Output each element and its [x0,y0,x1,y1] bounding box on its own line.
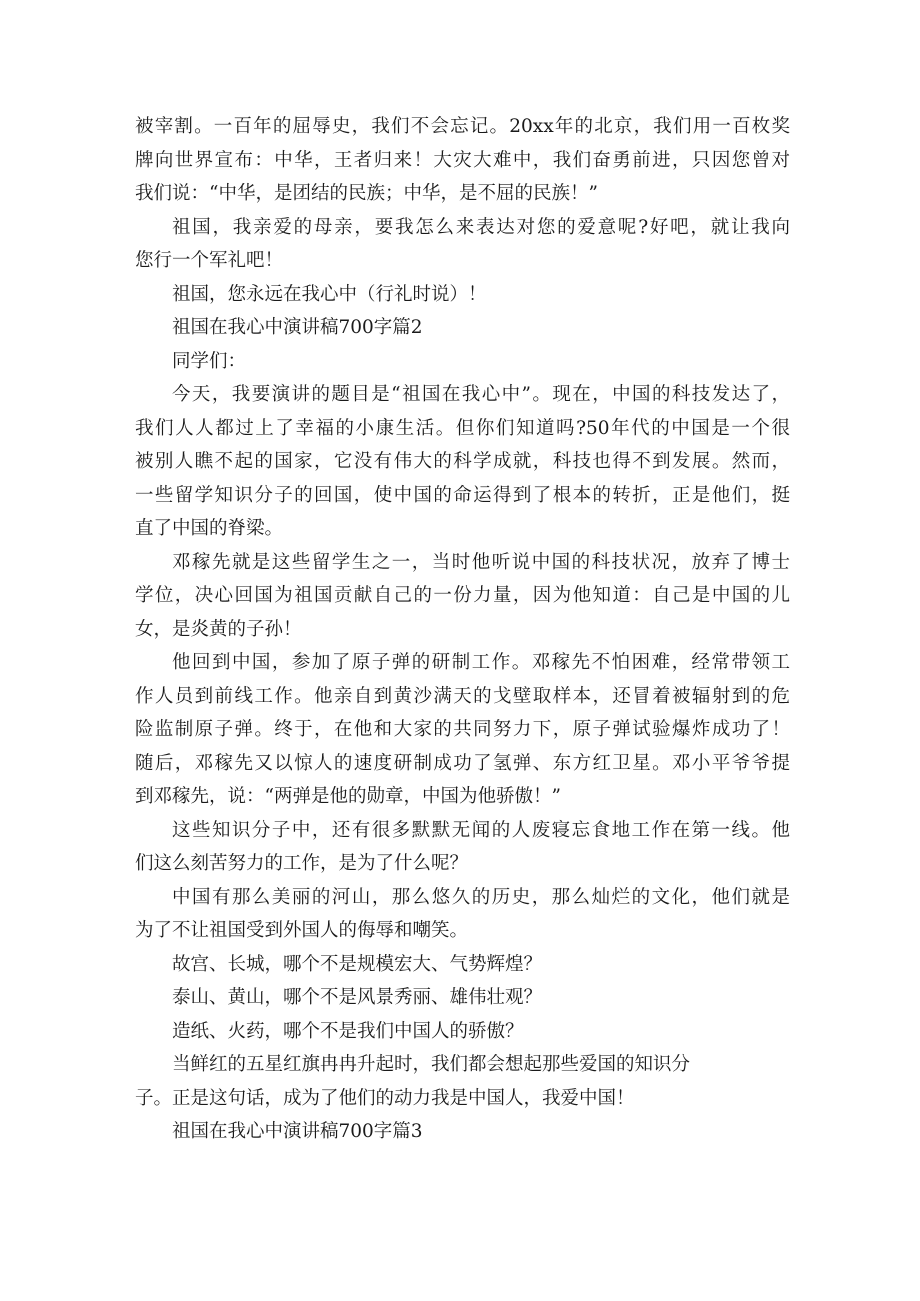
text-line: 祖国在我心中演讲稿700字篇3 [172,1121,423,1142]
text-line: 故宫、长城，哪个不是规模宏大、气势辉煌？ [172,953,543,975]
text-line: 牌向世界宣布：中华，王者归来！大灾大难中，我们奋勇前进，只因您曾对 [135,149,790,171]
text-line: 祖国，我亲爱的母亲，要我怎么来表达对您的爱意呢?好吧，就让我向 [172,216,790,238]
text-line: 随后，邓稼先又以惊人的速度研制成功了氢弹、东方红卫星。邓小平爷爷提 [135,752,790,774]
document-body [135,110,790,1149]
text-line: 被宰割。一百年的屈辱史，我们不会忘记。20xx年的北京，我们用一百枚奖 [135,116,790,137]
text-line: 到邓稼先，说：“两弹是他的勋章，中国为他骄傲！” [135,786,561,807]
text-line: 作人员到前线工作。他亲自到黄沙满天的戈壁取样本，还冒着被辐射到的危 [135,685,790,707]
text-line: 当鲜红的五星红旗冉冉升起时，我们都会想起那些爱国的知识分 [172,1054,691,1075]
text-line: 我们说：“中华，是团结的民族；中华，是不屈的民族！” [135,183,598,204]
text-line: 一些留学知识分子的回国，使中国的命运得到了根本的转折，正是他们，挺 [135,484,790,506]
text-line: 险监制原子弹。终于，在他和大家的共同努力下，原子弹试验爆炸成功了！ [135,719,790,740]
text-line: 这些知识分子中，还有很多默默无闻的人废寝忘食地工作在第一线。他 [172,819,790,841]
text-line: 女，是炎黄的子孙！ [135,618,302,640]
text-line: 祖国，您永远在我心中（行礼时说）！ [172,283,487,305]
text-line: 他回到中国，参加了原子弹的研制工作。邓稼先不怕困难，经常带领工 [172,652,790,673]
text-line: 为了不让祖国受到外国人的侮辱和嘲笑。 [135,920,469,941]
text-line: 中国有那么美丽的河山，那么悠久的历史，那么灿烂的文化，他们就是 [172,886,790,908]
text-line: 祖国在我心中演讲稿700字篇2 [172,317,423,338]
text-line: 我们人人都过上了幸福的小康生活。但你们知道吗?50年代的中国是一个很 [135,417,790,439]
text-line: 子。正是这句话，成为了他们的动力我是中国人，我爱中国！ [135,1087,635,1109]
text-line: 您行一个军礼吧！ [135,250,284,271]
text-line: 泰山、黄山，哪个不是风景秀丽、雄伟壮观？ [172,987,543,1008]
text-line: 直了中国的脊梁。 [135,518,284,539]
text-line: 造纸、火药，哪个不是我们中国人的骄傲？ [172,1020,524,1042]
text-line: 被别人瞧不起的国家，它没有伟大的科学成就，科技也得不到发展。然而， [135,451,790,472]
text-line: 今天，我要演讲的题目是“祖国在我心中”。现在，中国的科技发达了， [172,384,790,405]
text-line: 同学们： [172,350,247,372]
text-line: 们这么刻苦努力的工作，是为了什么呢？ [135,853,469,874]
text-line: 学位，决心回国为祖国贡献自己的一份力量，因为他知道：自己是中国的儿 [135,585,790,606]
text-line: 邓稼先就是这些留学生之一，当时他听说中国的科技状况，放弃了博士 [172,551,790,573]
